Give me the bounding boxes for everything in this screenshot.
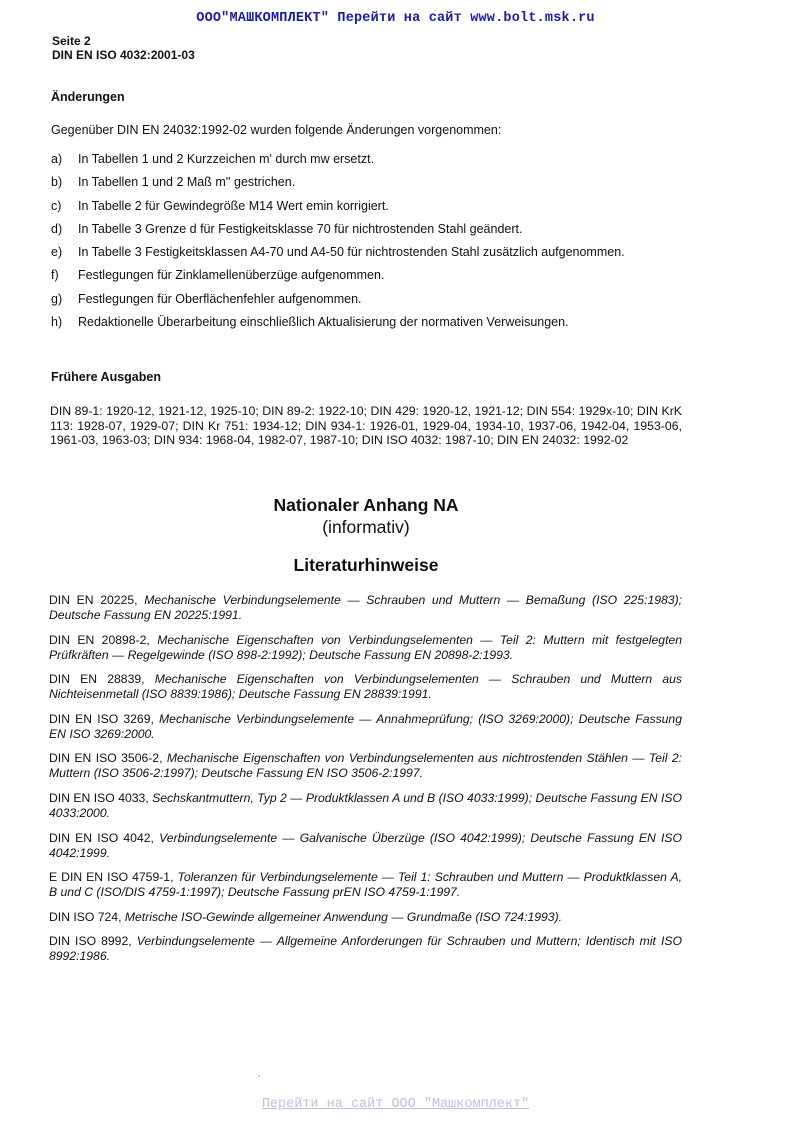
item-text: Redaktionelle Überarbeitung einschließlich Aktualisierung der normativen Verweisungen. <box>78 315 569 330</box>
reference-id: DIN ISO 724, <box>49 909 122 924</box>
item-label: d) <box>51 221 63 236</box>
reference-item <box>49 791 682 821</box>
standard-number: DIN EN ISO 4032:2001-03 <box>52 48 195 62</box>
reference-id: DIN EN ISO 4042, <box>49 830 154 845</box>
reference-title: Mechanische Verbindungselemente — Annahmeprüfung; (ISO 3269:2000); Deutsche Fassung EN ISO 3269:2000. <box>49 711 682 741</box>
literature-heading: Literaturhinweise <box>293 555 439 575</box>
reference-title: Mechanische Eigenschaften von Verbindungselementen — Schrauben und Muttern aus Nichteisenmetall (ISO 8839:1986); Deutsche Fassung EN 28839:1991. <box>49 672 682 702</box>
changes-intro: Gegenüber DIN EN 24032:1992-02 wurden folgende Änderungen vorgenommen: <box>51 123 502 137</box>
list-item <box>51 245 691 268</box>
list-item <box>51 315 691 338</box>
item-text: Festlegungen für Zinklamellenüberzüge aufgenommen. <box>78 268 385 283</box>
item-label: h) <box>51 315 63 330</box>
earlier-editions-heading: Frühere Ausgaben <box>51 370 161 384</box>
page-header <box>52 34 195 62</box>
list-item <box>51 268 691 291</box>
item-text: In Tabellen 1 und 2 Maß m'' gestrichen. <box>78 175 296 190</box>
reference-item <box>49 712 682 742</box>
item-text: In Tabelle 3 Grenze d für Festigkeitsklasse 70 für nichtrostenden Stahl geändert. <box>78 221 523 236</box>
item-label: c) <box>51 198 62 213</box>
earlier-editions-text: DIN 89-1: 1920-12, 1921-12, 1925-10; DIN 89-2: 1922-10; DIN 429: 1920-12, 1921-12; DIN 554: 1929x-10; DIN KrK 113: 1928-07, 1929-07; DIN Kr 751: 1934-12; DIN 934-1: 1926-01, 1929-04, 1934-10, 1937-06, 1942-04, 1953-06, 1961-03, 1963-03; DIN 934: 1968-04, 1982-07, 1987-10; DIN ISO 4032: 1987-10; DIN EN 24032: 1992-02 <box>50 404 682 447</box>
changes-list <box>51 152 691 338</box>
reference-id: DIN EN 20898-2, <box>49 632 150 647</box>
footer-link[interactable]: Перейти на сайт ООО "Машкомплект" <box>261 1097 530 1112</box>
item-label: f) <box>51 268 59 283</box>
reference-title: Mechanische Eigenschaften von Verbindungselementen aus nichtrostenden Stählen — Teil 2: Muttern (ISO 3506-2:1997); Deutsche Fassung EN ISO 3506-2:1997. <box>49 751 682 781</box>
item-label: g) <box>51 291 63 306</box>
item-text: Festlegungen für Oberflächenfehler aufgenommen. <box>78 291 362 306</box>
list-item <box>51 152 691 175</box>
top-banner-link[interactable]: ООО"МАШКОМПЛЕКТ" Перейти на сайт www.bolt.msk.ru <box>196 11 595 26</box>
list-item <box>51 199 691 222</box>
reference-item <box>49 831 682 861</box>
reference-id: DIN EN ISO 3269, <box>49 711 154 726</box>
list-item <box>51 175 691 198</box>
reference-item <box>49 910 682 925</box>
list-item <box>51 222 691 245</box>
item-label: a) <box>51 152 63 166</box>
reference-id: DIN EN 20225, <box>49 593 138 607</box>
reference-title: Verbindungselemente — Galvanische Überzüge (ISO 4042:1999); Deutsche Fassung EN ISO 4042:1999. <box>49 830 683 860</box>
reference-id: DIN ISO 8992, <box>49 934 132 949</box>
reference-title: Sechskantmuttern, Typ 2 — Produktklassen A und B (ISO 4033:1999); Deutsche Fassung EN ISO 4033:2000. <box>49 790 682 820</box>
reference-item <box>49 672 682 702</box>
reference-title: Metrische ISO-Gewinde allgemeiner Anwendung — Grundmaße (ISO 724:1993). <box>124 909 563 924</box>
reference-title: Toleranzen für Verbindungselemente — Teil 1: Schrauben und Muttern — Produktklassen A, B und C (ISO/DIS 4759-1:1997); Deutsche Fassung prEN ISO 4759-1:1997. <box>49 870 682 900</box>
reference-title: Mechanische Verbindungselemente — Schrauben und Muttern — Bemaßung (ISO 225:1983); Deutsche Fassung EN 20225:1991. <box>49 593 683 622</box>
reference-id: E DIN EN ISO 4759-1, <box>49 870 174 885</box>
reference-item <box>49 751 682 781</box>
reference-id: DIN EN ISO 3506-2, <box>49 751 163 766</box>
reference-id: DIN EN ISO 4033, <box>49 790 149 805</box>
list-item <box>51 292 691 315</box>
annex-subtitle: (informativ) <box>322 517 410 537</box>
changes-heading: Änderungen <box>51 90 125 104</box>
reference-item <box>49 934 682 964</box>
reference-item <box>49 633 682 663</box>
item-label: e) <box>51 245 63 260</box>
item-label: b) <box>51 175 63 190</box>
reference-item <box>49 593 682 623</box>
page-number: Seite 2 <box>52 34 91 48</box>
reference-id: DIN EN 28839, <box>49 672 145 687</box>
reference-title: Mechanische Eigenschaften von Verbindungselementen — Teil 2: Muttern mit festgelegten Prüfkräften — Regelgewinde (ISO 898-2:1992); Deutsche Fassung EN 20898-2:1993. <box>49 632 683 662</box>
reference-item <box>49 870 682 900</box>
scan-speck <box>258 1075 260 1077</box>
reference-list <box>49 593 682 974</box>
item-text: In Tabellen 1 und 2 Kurzzeichen m' durch mw ersetzt. <box>78 152 375 166</box>
item-text: In Tabelle 2 für Gewindegröße M14 Wert emin korrigiert. <box>78 198 389 213</box>
annex-title: Nationaler Anhang NA <box>273 495 459 515</box>
item-text: In Tabelle 3 Festigkeitsklassen A4-70 und A4-50 für nichtrostenden Stahl zusätzlich aufgenommen. <box>78 245 625 260</box>
reference-title: Verbindungselemente — Allgemeine Anforderungen für Schrauben und Muttern; Identisch mit ISO 8992:1986. <box>49 934 682 964</box>
